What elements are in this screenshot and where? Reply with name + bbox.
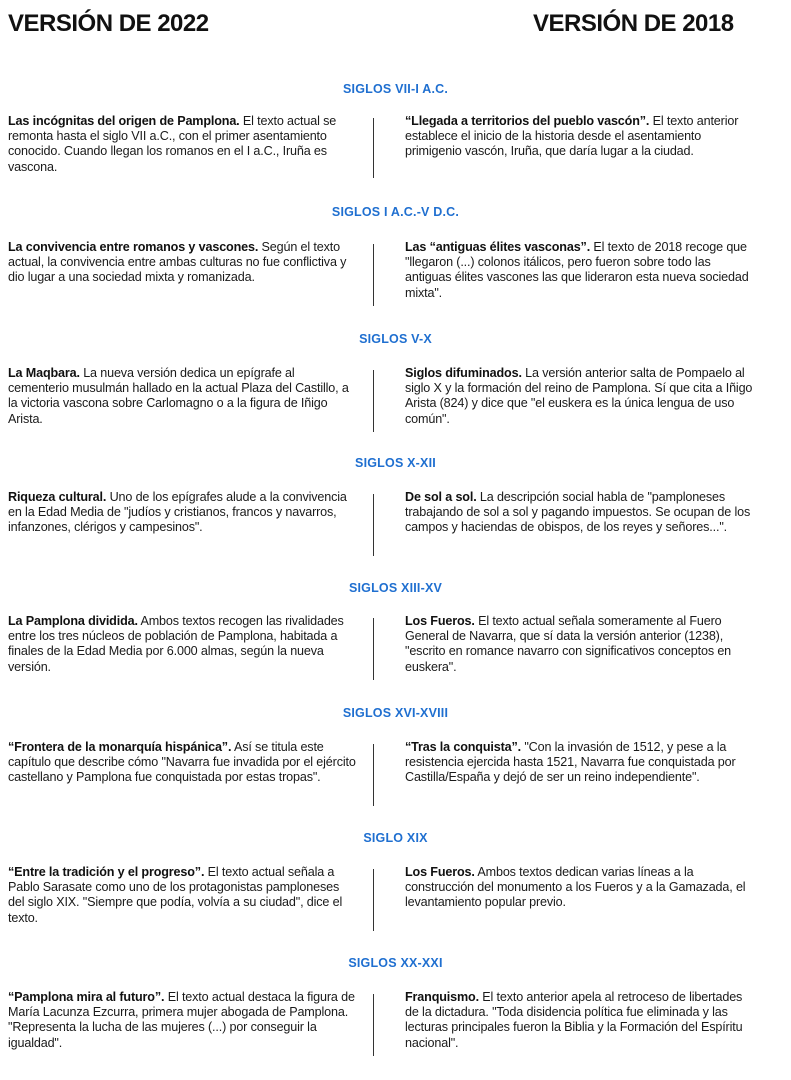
- era-heading: SIGLOS I A.C.-V D.C.: [331, 205, 460, 219]
- text-block-2022: [8, 614, 358, 675]
- block-body: La versión anterior salta de Pompaelo al siglo X y la formación del reino de Pamplona. Sí que cita a Iñigo Arista (824) y dice que "el euskera es la única lengua de uso común".: [405, 366, 753, 426]
- block-body: El texto anterior apela al retroceso de libertades de la dictadura. "Toda disidencia política fue eliminada y las lecturas principales fueron la Biblia y la Formación del Espíritu nacional".: [405, 990, 743, 1050]
- block-lead: Siglos difuminados.: [405, 366, 522, 380]
- block-lead: “Llegada a territorios del pueblo vascón”.: [405, 114, 650, 128]
- column-divider: [373, 494, 374, 556]
- era-heading: SIGLOS V-X: [359, 332, 432, 346]
- column-divider: [373, 244, 374, 306]
- block-lead: “Tras la conquista”.: [405, 740, 521, 754]
- block-body: El texto actual se remonta hasta el siglo VII a.C., con el primer asentamiento conocido. Cuando llegan los romanos en el I a.C., Iruña es vascona.: [8, 114, 337, 174]
- era-heading: SIGLOS XVI-XVIII: [342, 706, 449, 720]
- text-block-2022: [8, 740, 358, 786]
- era-heading: SIGLOS XX-XXI: [348, 956, 443, 970]
- block-lead: La Pamplona dividida.: [8, 614, 138, 628]
- era-heading: SIGLOS XIII-XV: [348, 581, 443, 595]
- text-block-2022: [8, 865, 358, 926]
- block-body: Así se titula este capítulo que describe cómo "Navarra fue invadida por el ejército castellano y Pamplona fue conquistada por estas tropas".: [8, 740, 356, 785]
- text-block-2022: [8, 490, 358, 536]
- text-block-2018: [405, 366, 755, 427]
- block-lead: De sol a sol.: [405, 490, 477, 504]
- column-divider: [373, 370, 374, 432]
- column-divider: [373, 994, 374, 1056]
- column-divider: [373, 744, 374, 806]
- block-body: El texto de 2018 recoge que "llegaron (...) colonos itálicos, pero fueron sobre todo las antiguas élites vascones las que lideraron esta nueva sociedad mixta".: [405, 240, 749, 300]
- block-lead: “Entre la tradición y el progreso”.: [8, 865, 205, 879]
- block-lead: “Frontera de la monarquía hispánica”.: [8, 740, 232, 754]
- block-lead: Las “antiguas élites vasconas”.: [405, 240, 591, 254]
- block-lead: Las incógnitas del origen de Pamplona.: [8, 114, 240, 128]
- block-body: El texto anterior establece el inicio de la historia desde el asentamiento primigenio vascón, Iruña, que daría lugar a la ciudad.: [405, 114, 739, 159]
- text-block-2018: [405, 740, 755, 786]
- block-body: La descripción social habla de "pamploneses trabajando de sol a sol y pagando impuestos. Se ocupan de los campos y haciendas de obispos, de los reyes y señores...".: [405, 490, 751, 535]
- block-body: El texto actual destaca la figura de María Lacunza Ezcurra, primera mujer abogada de Pamplona. "Representa la lucha de las mujeres (...) por conseguir la igualdad".: [8, 990, 355, 1050]
- era-heading: SIGLO XIX: [363, 831, 428, 845]
- text-block-2022: [8, 366, 358, 427]
- block-body: La nueva versión dedica un epígrafe al cementerio musulmán hallado en la actual Plaza del Castillo, a la victoria vascona sobre Carlomagno o a la figura de Iñigo Arista.: [8, 366, 349, 426]
- text-block-2022: [8, 240, 358, 286]
- block-body: "Con la invasión de 1512, y pese a la resistencia ejercida hasta 1521, Navarra fue conquistada por Castilla/España y dejó de ser un reino independiente".: [405, 740, 736, 785]
- block-lead: Los Fueros.: [405, 614, 475, 628]
- block-lead: Riqueza cultural.: [8, 490, 107, 504]
- text-block-2018: [405, 490, 755, 536]
- text-block-2018: [405, 614, 755, 675]
- block-lead: La Maqbara.: [8, 366, 80, 380]
- text-block-2018: [405, 240, 755, 301]
- era-heading: SIGLOS VII-I A.C.: [342, 82, 449, 96]
- block-body: El texto actual señala someramente al Fuero General de Navarra, que sí data la versión anterior (1238), "escrito en romance navarro con significativos conceptos en euskera".: [405, 614, 732, 674]
- column-title-2022: VERSIÓN DE 2022: [8, 10, 209, 37]
- era-heading: SIGLOS X-XII: [355, 456, 436, 470]
- text-block-2018: [405, 865, 755, 911]
- block-body: Uno de los epígrafes alude a la convivencia en la Edad Media de "judíos y cristianos, francos y navarros, infanzones, clérigos y campesinos".: [8, 490, 347, 535]
- column-divider: [373, 118, 374, 178]
- block-lead: La convivencia entre romanos y vascones.: [8, 240, 259, 254]
- text-block-2018: [405, 990, 755, 1051]
- block-lead: Los Fueros.: [405, 865, 475, 879]
- block-lead: “Pamplona mira al futuro”.: [8, 990, 165, 1004]
- column-title-2018: VERSIÓN DE 2018: [533, 10, 734, 37]
- column-divider: [373, 618, 374, 680]
- block-body: Ambos textos recogen las rivalidades entre los tres núcleos de población de Pamplona, habitada a finales de la Edad Media por 6.000 almas, según la nueva versión.: [8, 614, 344, 674]
- text-block-2022: [8, 990, 358, 1051]
- column-divider: [373, 869, 374, 931]
- block-lead: Franquismo.: [405, 990, 479, 1004]
- block-body: Ambos textos dedican varias líneas a la construcción del monumento a los Fueros y a la Gamazada, el levantamiento popular previo.: [405, 865, 746, 910]
- text-block-2022: [8, 114, 358, 175]
- text-block-2018: [405, 114, 755, 160]
- block-body: Según el texto actual, la convivencia entre ambas culturas no fue conflictiva y dio lugar a una sociedad mixta y romanizada.: [8, 240, 347, 285]
- block-body: El texto actual señala a Pablo Sarasate como uno de los protagonistas pamploneses del siglo XIX. "Siempre que podía, volvía a su ciudad", dice el texto.: [8, 865, 343, 925]
